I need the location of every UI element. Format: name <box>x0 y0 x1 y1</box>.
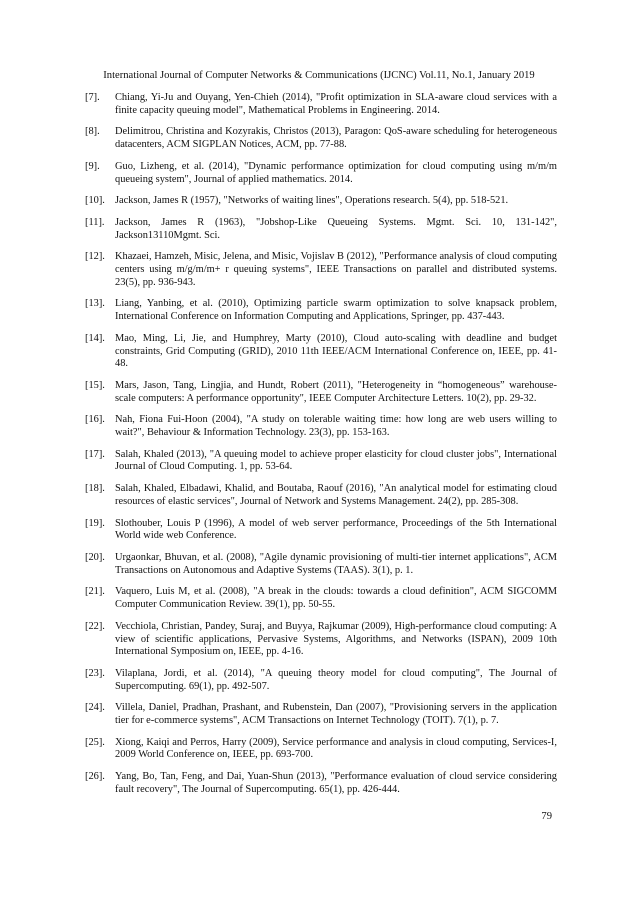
reference-number: [12]. <box>85 251 105 263</box>
reference-text: Jackson, James R (1963), "Jobshop-Like Queueing Systems. Mgmt. Sci. 10, 131-142", Jackson13110Mgmt. Sci. <box>115 216 557 241</box>
reference-number: [10]. <box>85 195 105 207</box>
reference-item <box>85 161 557 186</box>
reference-number: [13]. <box>85 298 105 310</box>
reference-item <box>85 298 557 323</box>
reference-text: Vecchiola, Christian, Pandey, Suraj, and Buyya, Rajkumar (2009), High-performance cloud computing: A view of scientific applications, Pervasive Systems, Algorithms, and Networks (ISPAN), 2009 10th International Symposium on, IEEE, pp. 4-16. <box>115 620 557 658</box>
reference-text: Vilaplana, Jordi, et al. (2014), "A queuing theory model for cloud computing", The Journal of Supercomputing. 69(1), pp. 492-507. <box>115 667 557 692</box>
reference-number: [19]. <box>85 517 105 529</box>
reference-text: Salah, Khaled, Elbadawi, Khalid, and Boutaba, Raouf (2016), "An analytical model for estimating cloud resources of elastic services", Journal of Network and Systems Management. 24(2), pp. 285-308. <box>115 483 557 507</box>
reference-item <box>85 414 557 439</box>
reference-text: Xiong, Kaiqi and Perros, Harry (2009), Service performance and analysis in cloud computing, Services-I, 2009 World Conference on, IEEE, pp. 693-700. <box>115 736 557 761</box>
reference-text: Slothouber, Louis P (1996), A model of web server performance, Proceedings of the 5th International World wide web Conference. <box>115 517 557 542</box>
reference-item <box>85 771 557 796</box>
reference-text: Khazaei, Hamzeh, Misic, Jelena, and Misic, Vojislav B (2012), "Performance analysis of cloud computing centers using m/g/m/m+ r queuing systems", IEEE Transactions on parallel and distributed systems. 23(5), pp. 936-943. <box>115 251 557 288</box>
page-number: 79 <box>541 811 552 822</box>
reference-text: Liang, Yanbing, et al. (2010), Optimizing particle swarm optimization to solve knapsack problem, International Conference on Information Computing and Applications, Springer, pp. 437-443. <box>115 298 557 323</box>
reference-item <box>85 702 557 727</box>
reference-item <box>85 92 557 117</box>
reference-item <box>85 621 557 659</box>
reference-text: Chiang, Yi-Ju and Ouyang, Yen-Chieh (2014), "Profit optimization in SLA-aware cloud services with a finite capacity queuing model", Mathematical Problems in Engineering. 2014. <box>115 92 557 116</box>
reference-item <box>85 195 557 208</box>
reference-list <box>85 92 557 806</box>
reference-item <box>85 251 557 289</box>
reference-number: [9]. <box>85 160 100 172</box>
reference-text: Jackson, James R (1957), "Networks of waiting lines", Operations research. 5(4), pp. 518-521. <box>115 195 509 207</box>
reference-number: [17]. <box>85 448 105 460</box>
reference-item <box>85 333 557 371</box>
reference-item <box>85 518 557 543</box>
reference-number: [14]. <box>85 332 105 344</box>
reference-text: Urgaonkar, Bhuvan, et al. (2008), "Agile dynamic provisioning of multi-tier internet applications", ACM Transactions on Autonomous and Adaptive Systems (TAAS). 3(1), p. 1. <box>115 551 557 576</box>
reference-text: Mao, Ming, Li, Jie, and Humphrey, Marty (2010), Cloud auto-scaling with deadline and budget constraints, Grid Computing (GRID), 2010 11th IEEE/ACM International Conference on, IEEE, pp. 41-48. <box>115 332 557 370</box>
reference-item <box>85 737 557 762</box>
reference-text: Vaquero, Luis M, et al. (2008), "A break in the clouds: towards a cloud definition", ACM SIGCOMM Computer Communication Review. 39(1), pp. 50-55. <box>115 586 557 611</box>
reference-number: [7]. <box>85 92 100 103</box>
reference-text: Mars, Jason, Tang, Lingjia, and Hundt, Robert (2011), "Heterogeneity in “homogeneous” warehouse-scale computers: A performance opportunity", IEEE Computer Architecture Letters. 10(2), pp. 29-32. <box>115 379 557 404</box>
reference-number: [23]. <box>85 667 105 679</box>
reference-number: [18]. <box>85 483 105 495</box>
reference-text: Nah, Fiona Fui-Hoon (2004), "A study on tolerable waiting time: how long are web users willing to wait?", Behaviour & Information Technology. 23(3), pp. 153-163. <box>115 414 557 439</box>
reference-text: Villela, Daniel, Pradhan, Prashant, and Rubenstein, Dan (2007), "Provisioning servers in the application tier for e-commerce systems", ACM Transactions on Internet Technology (TOIT). 7(1), p. 7. <box>115 702 557 727</box>
reference-number: [8]. <box>85 126 100 138</box>
reference-item <box>85 586 557 611</box>
reference-number: [20]. <box>85 551 105 563</box>
reference-item <box>85 217 557 242</box>
reference-item <box>85 552 557 577</box>
reference-number: [25]. <box>85 736 105 748</box>
reference-item <box>85 126 557 151</box>
running-header: International Journal of Computer Networks & Communications (IJCNC) Vol.11, No.1, January 2019 <box>103 70 535 81</box>
reference-number: [21]. <box>85 586 105 598</box>
reference-number: [15]. <box>85 379 105 391</box>
reference-item <box>85 483 557 508</box>
reference-text: Yang, Bo, Tan, Feng, and Dai, Yuan-Shun (2013), "Performance evaluation of cloud service considering fault recovery", The Journal of Supercomputing. 65(1), pp. 426-444. <box>115 771 557 795</box>
reference-item <box>85 668 557 693</box>
reference-number: [22]. <box>85 620 105 632</box>
reference-text: Guo, Lizheng, et al. (2014), "Dynamic performance optimization for cloud computing using m/m/m queueing system", Journal of applied mathematics. 2014. <box>115 160 557 185</box>
reference-text: Delimitrou, Christina and Kozyrakis, Christos (2013), Paragon: QoS-aware scheduling for heterogeneous datacenters, ACM SIGPLAN Notices, ACM, pp. 77-88. <box>115 126 557 151</box>
reference-number: [24]. <box>85 702 105 714</box>
reference-item <box>85 449 557 474</box>
reference-item <box>85 380 557 405</box>
reference-text: Salah, Khaled (2013), "A queuing model to achieve proper elasticity for cloud cluster jobs", International Journal of Cloud Computing. 1, pp. 53-64. <box>115 448 557 473</box>
reference-number: [11]. <box>85 216 105 228</box>
reference-number: [26]. <box>85 771 105 783</box>
reference-number: [16]. <box>85 414 105 426</box>
